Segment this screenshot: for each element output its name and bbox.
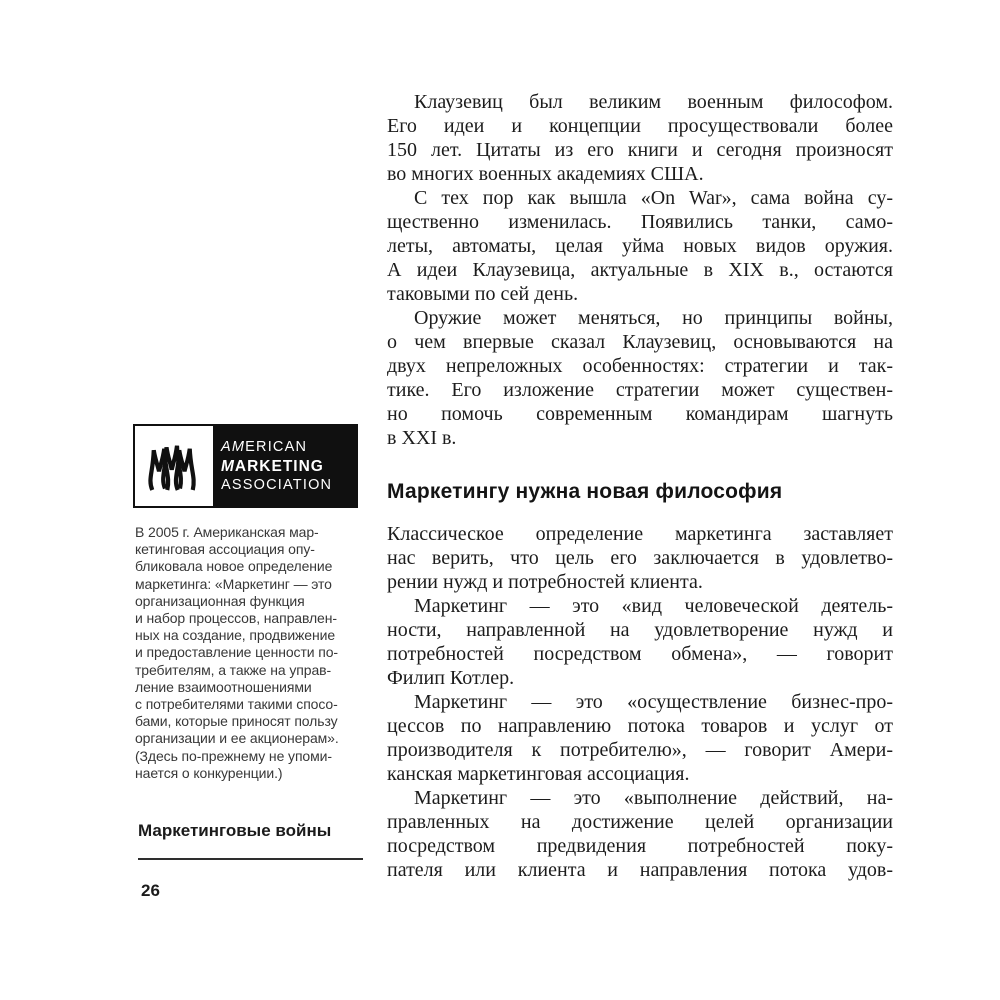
logo-line-rest: ARKETING — [234, 457, 324, 475]
logo-line-lead: M — [221, 457, 235, 475]
page-number: 26 — [141, 881, 160, 900]
ama-logo-mark-icon — [135, 426, 213, 506]
ama-logo — [133, 424, 358, 508]
body-paragraph-1: Клаузевиц был великим военным философом. Его идеи и концепции просуществовали более 150 лет. Цитаты из его книги и сегодня произносят во многих военных академиях США. — [387, 91, 893, 185]
body-paragraph-3: Оружие может меняться, но принципы войны, о чем впервые сказал Клаузевиц, основываются на двух непреложных особенностях: стратегии и так- тике. Его изложение стратегии может существен- но помочь современным командирам шагнуть в XXI в. — [387, 307, 893, 449]
logo-line-rest: ERICAN — [245, 438, 308, 455]
logo-line-marketing — [221, 457, 356, 476]
body-paragraph-2: С тех пор как вышла «On War», сама война су- щественно изменилась. Появились танки, само- леты, автоматы, целая уйма новых видов оружия. А идеи Клаузевица, актуальные в XIX в., остаются таковыми по сей день. — [387, 187, 893, 305]
main-text-column — [387, 90, 893, 882]
running-title: Маркетинговые войны — [138, 821, 332, 840]
logo-line-american — [221, 438, 356, 457]
running-title-divider — [138, 858, 363, 860]
ama-logo-text — [213, 426, 356, 506]
logo-line-rest: ASSOCIATION — [221, 476, 333, 493]
logo-line-association — [221, 476, 356, 495]
body-paragraph-5: Маркетинг — это «вид человеческой деятель- ности, направленной на удовлетворение нужд и потребностей посредством обмена», — говорит Филип Котлер. — [387, 595, 893, 689]
body-paragraph-6: Маркетинг — это «осуществление бизнес-про- цессов по направлению потока товаров и услуг от производителя к потребителю», — говорит Амери- канская маркетинговая ассоциация. — [387, 691, 893, 785]
body-paragraph-4: Классическое определение маркетинга заставляет нас верить, что цель его заключается в удовлетво- рении нужд и потребностей клиента. — [387, 523, 893, 593]
body-paragraph-7: Маркетинг — это «выполнение действий, на- правленных на достижение целей организации посредством предвидения потребностей поку- пателя или клиента и направления потока удов- — [387, 787, 893, 881]
sidebar-note: В 2005 г. Американская мар- кетинговая ассоциация опу- бликовала новое определение маркетинга: «Маркетинг — это организационная функция и набор процессов, направлен- ных на создание, продвижение и предоставление ценности по- требителям, а также на управ- ление взаимоотношениями с потребителями такими спосо- бами, которые приносят пользу организации и ее акционерам». (Здесь по-прежнему не упоми- нается о конкуренции.) — [135, 524, 339, 781]
section-heading: Маркетингу нужна новая философия — [387, 480, 783, 503]
logo-line-lead: AM — [221, 438, 246, 455]
